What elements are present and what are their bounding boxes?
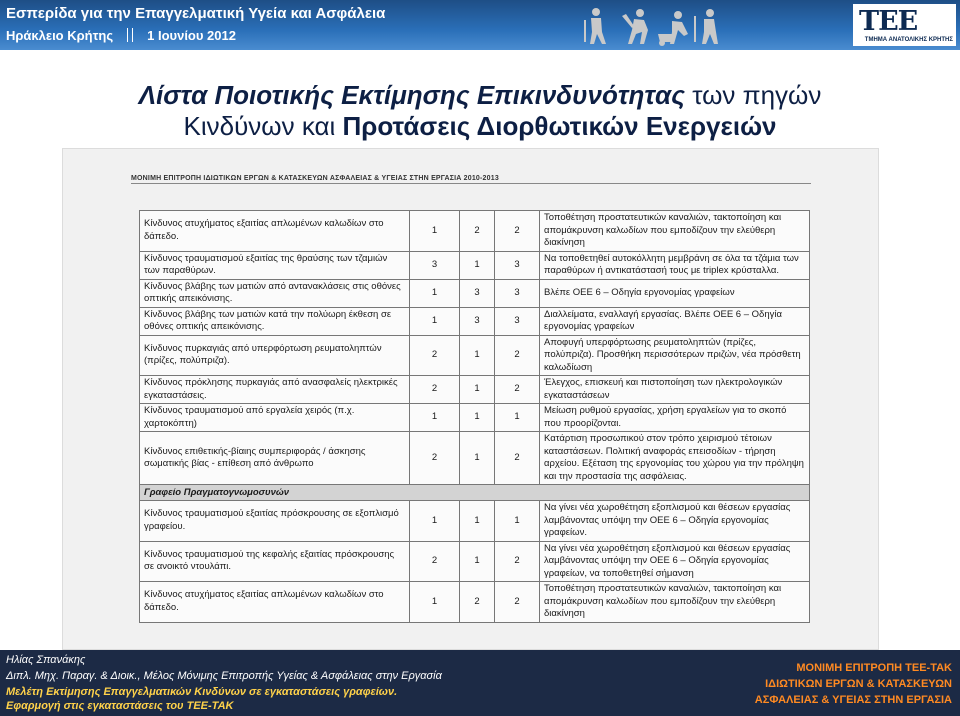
- severity-cell: 1: [460, 541, 495, 582]
- severity-cell: 3: [460, 307, 495, 335]
- title-bold-2: Προτάσεις Διορθωτικών Ενεργειών: [342, 111, 777, 141]
- logo-subtitle: ΤΜΗΜΑ ΑΝΑΤΟΛΙΚΗΣ ΚΡΗΤΗΣ: [864, 37, 953, 43]
- hazard-cell: Κίνδυνος ατυχήματος εξαιτίας απλωμένων καλωδίων στο δάπεδο.: [140, 211, 410, 252]
- probability-cell: 1: [410, 279, 460, 307]
- table-section-row: [140, 485, 810, 501]
- severity-cell: 1: [460, 376, 495, 404]
- risk-level-cell: 2: [495, 432, 540, 485]
- action-cell: Τοποθέτηση προστατευτικών καναλιών, τακτοποίηση και απομάκρυνση καλωδίων που εμποδίζουν την ελεύθερη διακίνηση: [540, 211, 810, 252]
- severity-cell: 3: [460, 279, 495, 307]
- committee-name: [712, 660, 952, 708]
- event-subtitle: [6, 28, 236, 43]
- table-row: [140, 582, 810, 623]
- probability-cell: 1: [410, 211, 460, 252]
- probability-cell: 3: [410, 251, 460, 279]
- table-row: [140, 541, 810, 582]
- hazard-cell: Κίνδυνος τραυματισμού από εργαλεία χειρός (π.χ. χαρτοκόπτη): [140, 404, 410, 432]
- action-cell: Μείωση ρυθμού εργασίας, χρήση εργαλείων για το σκοπό που προορίζονται.: [540, 404, 810, 432]
- title-bold-1: Λίστα Ποιοτικής Εκτίμησης Επικινδυνότητας: [138, 80, 685, 110]
- action-cell: Έλεγχος, επισκευή και πιστοποίηση των ηλεκτρολογικών εγκαταστάσεων: [540, 376, 810, 404]
- logo-text: ΤΕΕ: [859, 6, 918, 37]
- severity-cell: 1: [460, 501, 495, 542]
- section-title: Γραφείο Πραγματογνωμοσυνών: [140, 485, 810, 501]
- severity-cell: 2: [460, 211, 495, 252]
- probability-cell: 2: [410, 376, 460, 404]
- action-cell: Βλέπε ΟΕΕ 6 – Οδηγία εργονομίας γραφείων: [540, 279, 810, 307]
- header-bar: [0, 0, 960, 50]
- risk-level-cell: 3: [495, 307, 540, 335]
- risk-level-cell: 3: [495, 251, 540, 279]
- hazard-cell: Κίνδυνος τραυματισμού της κεφαλής εξαιτίας πρόσκρουσης σε ανοικτό ντουλάπι.: [140, 541, 410, 582]
- probability-cell: 2: [410, 432, 460, 485]
- committee-line-3: ΑΣΦΑΛΕΙΑΣ & ΥΓΕΙΑΣ ΣΤΗΝ ΕΡΓΑΣΙΑ: [754, 694, 952, 706]
- workers-icon: [582, 6, 722, 46]
- risk-assessment-table: [139, 210, 810, 623]
- severity-cell: 2: [460, 582, 495, 623]
- hazard-cell: Κίνδυνος βλάβης των ματιών κατά την πολύωρη έκθεση σε οθόνες οπτικής απεικόνισης.: [140, 307, 410, 335]
- event-date: 1 Ιουνίου 2012: [147, 28, 236, 43]
- table-row: [140, 432, 810, 485]
- committee-line-2: ΙΔΙΩΤΙΚΩΝ ΕΡΓΩΝ & ΚΑΤΑΣΚΕΥΩΝ: [765, 678, 952, 690]
- risk-level-cell: 2: [495, 376, 540, 404]
- table-row: [140, 279, 810, 307]
- footer-bar: [0, 650, 960, 716]
- separator: [127, 28, 133, 42]
- hazard-cell: Κίνδυνος επιθετικής-βίαιης συμπεριφοράς / άσκησης σωματικής βίας - επίθεση από άνθρωπο: [140, 432, 410, 485]
- severity-cell: 1: [460, 404, 495, 432]
- action-cell: Κατάρτιση προσωπικού στον τρόπο χειρισμού τέτοιων καταστάσεων. Πολιτική αναφοράς επεισοδίων - τήρηση αρχείου. Εξέταση της εργονομίας του χώρου για την πρόληψη και την προστασία της ασφάλειας.: [540, 432, 810, 485]
- table-row: [140, 501, 810, 542]
- action-cell: Τοποθέτηση προστατευτικών καναλιών, τακτοποίηση και απομάκρυνση καλωδίων που εμποδίζουν την ελεύθερη διακίνηση: [540, 582, 810, 623]
- scanned-document: [62, 148, 879, 650]
- action-cell: Να γίνει νέα χωροθέτηση εξοπλισμού και θέσεων εργασίας λαμβάνοντας υπόψη την ΟΕΕ 6 – Οδηγία εργονομίας γραφείων, να τοποθετηθεί σήμανση: [540, 541, 810, 582]
- severity-cell: 1: [460, 251, 495, 279]
- table-row: [140, 307, 810, 335]
- probability-cell: 2: [410, 335, 460, 376]
- probability-cell: 1: [410, 307, 460, 335]
- hazard-cell: Κίνδυνος ατυχήματος εξαιτίας απλωμένων καλωδίων στο δάπεδο.: [140, 582, 410, 623]
- tee-logo: [853, 4, 956, 46]
- table-row: [140, 376, 810, 404]
- probability-cell: 1: [410, 582, 460, 623]
- hazard-cell: Κίνδυνος βλάβης των ματιών από αντανακλάσεις στις οθόνες οπτικής απεικόνισης.: [140, 279, 410, 307]
- action-cell: Να τοποθετηθεί αυτοκόλλητη μεμβράνη σε όλα τα τζάμια των παραθύρων ή αντικατάστασή τους με triplex κρύσταλλα.: [540, 251, 810, 279]
- hazard-cell: Κίνδυνος τραυματισμού εξαιτίας πρόσκρουσης σε εξοπλισμό γραφείου.: [140, 501, 410, 542]
- title-normal-1: των πηγών: [684, 80, 822, 110]
- table-row: [140, 335, 810, 376]
- probability-cell: 1: [410, 404, 460, 432]
- hazard-cell: Κίνδυνος πρόκλησης πυρκαγιάς από ανασφαλείς ηλεκτρικές εγκαταστάσεις.: [140, 376, 410, 404]
- risk-level-cell: 1: [495, 404, 540, 432]
- title-normal-2: Κινδύνων και: [183, 111, 343, 141]
- risk-level-cell: 2: [495, 335, 540, 376]
- hazard-cell: Κίνδυνος τραυματισμού εξαιτίας της θραύσης των τζαμιών των παραθύρων.: [140, 251, 410, 279]
- risk-level-cell: 3: [495, 279, 540, 307]
- study-application: Εφαρμογή στις εγκαταστάσεις του ΤΕΕ-ΤΑΚ: [6, 700, 234, 712]
- risk-table-body: [140, 211, 810, 623]
- severity-cell: 1: [460, 335, 495, 376]
- risk-level-cell: 1: [495, 501, 540, 542]
- table-row: [140, 251, 810, 279]
- author-role: Διπλ. Μηχ. Παραγ. & Διοικ., Μέλος Μόνιμης Επιτροπής Υγείας & Ασφάλειας στην Εργασία: [6, 670, 442, 682]
- caption-underline: [131, 183, 811, 184]
- author-name: Ηλίας Σπανάκης: [6, 654, 86, 666]
- table-row: [140, 404, 810, 432]
- hazard-cell: Κίνδυνος πυρκαγιάς από υπερφόρτωση ρευματοληπτών (πρίζες, πολύπριζα).: [140, 335, 410, 376]
- probability-cell: 2: [410, 541, 460, 582]
- severity-cell: 1: [460, 432, 495, 485]
- document-caption: ΜΟΝΙΜΗ ΕΠΙΤΡΟΠΗ ΙΔΙΩΤΙΚΩΝ ΕΡΓΩΝ & ΚΑΤΑΣΚΕΥΩΝ ΑΣΦΑΛΕΙΑΣ & ΥΓΕΙΑΣ ΣΤΗΝ ΕΡΓΑΣΙΑ 2010-2013: [131, 175, 499, 182]
- action-cell: Διαλλείματα, εναλλαγή εργασίας. Βλέπε ΟΕΕ 6 – Οδηγία εργονομίας γραφείων: [540, 307, 810, 335]
- event-title: Εσπερίδα για την Επαγγελματική Υγεία και Ασφάλεια: [6, 5, 386, 22]
- study-title: Μελέτη Εκτίμησης Επαγγελματικών Κινδύνων σε εγκαταστάσεις γραφείων.: [6, 686, 398, 698]
- risk-level-cell: 2: [495, 582, 540, 623]
- committee-line-1: ΜΟΝΙΜΗ ΕΠΙΤΡΟΠΗ ΤΕΕ-ΤΑΚ: [796, 662, 952, 674]
- risk-level-cell: 2: [495, 541, 540, 582]
- probability-cell: 1: [410, 501, 460, 542]
- action-cell: Αποφυγή υπερφόρτωσης ρευματοληπτών (πρίζες, πολύπριζα). Προσθήκη περισσότερων πριζών, νέα πρόσθετη καλωδίωση: [540, 335, 810, 376]
- action-cell: Να γίνει νέα χωροθέτηση εξοπλισμού και θέσεων εργασίας λαμβάνοντας υπόψη την ΟΕΕ 6 – Οδηγία εργονομίας γραφείων.: [540, 501, 810, 542]
- event-location: Ηράκλειο Κρήτης: [6, 28, 114, 43]
- table-row: [140, 211, 810, 252]
- risk-level-cell: 2: [495, 211, 540, 252]
- slide-title: [0, 80, 960, 142]
